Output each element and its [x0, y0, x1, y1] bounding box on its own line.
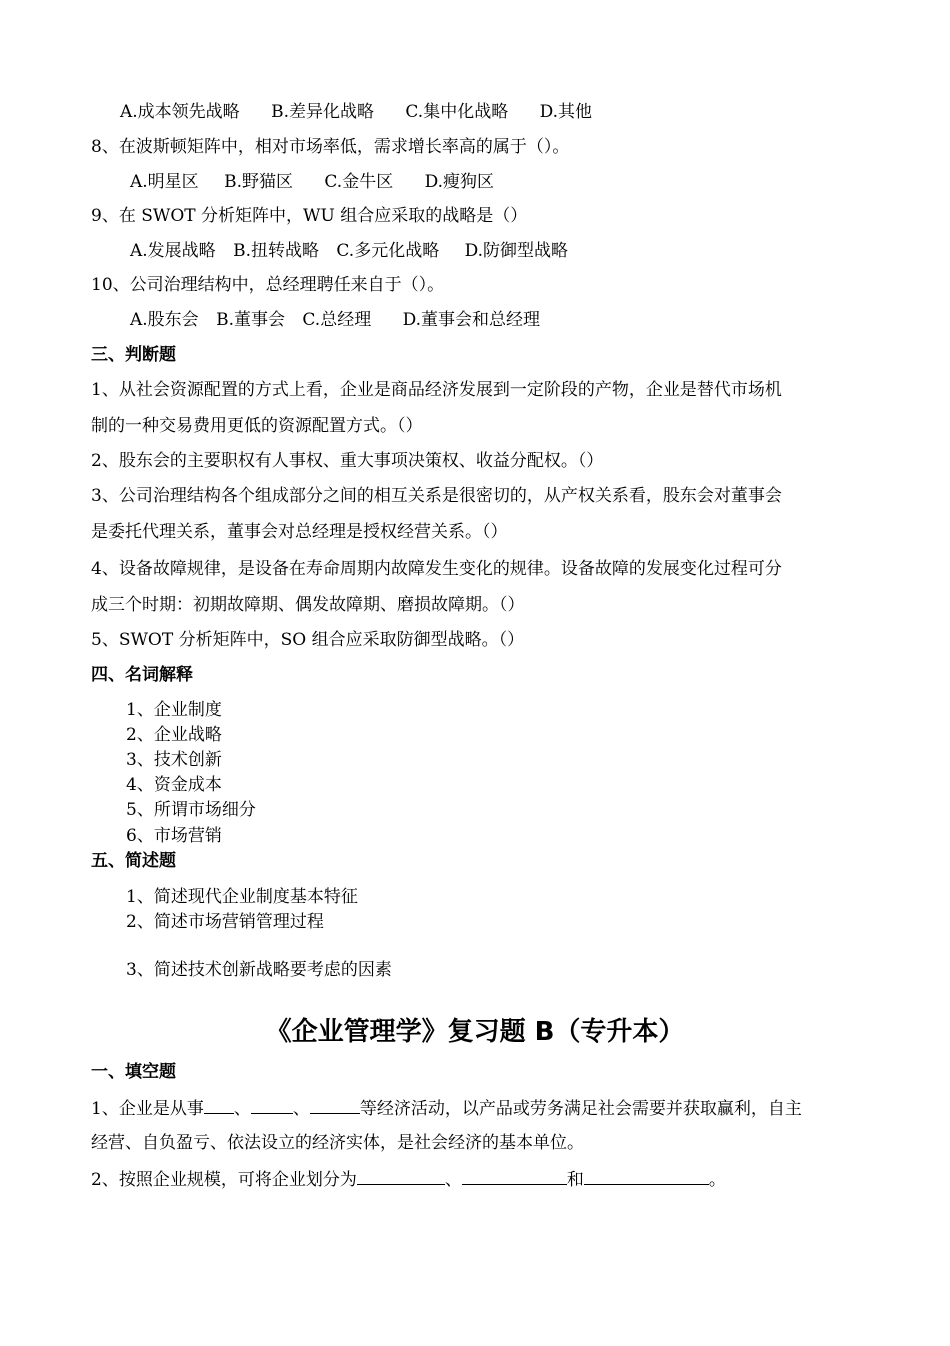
judge-q2: 2、股东会的主要职权有人事权、重大事项决策权、收益分配权。（） — [91, 451, 604, 471]
q10-text: 10、公司治理结构中，总经理聘任来自于（）。 — [91, 275, 445, 295]
option: B.差异化战略 — [271, 102, 374, 122]
short-item: 3、简述技术创新战略要考虑的因素 — [126, 960, 392, 980]
judge-q3-line2: 是委托代理关系，董事会对总经理是授权经营关系。（） — [91, 522, 508, 542]
option: B.董事会 — [216, 310, 285, 330]
judge-q5: 5、SWOT 分析矩阵中，SO 组合应采取防御型战略。（） — [91, 630, 525, 650]
judge-q1-line1: 1、从社会资源配置的方式上看，企业是商品经济发展到一定阶段的产物，企业是替代市场机 — [91, 380, 782, 400]
q8-options — [130, 170, 494, 194]
option: C.总经理 — [302, 310, 372, 330]
term-item: 6、市场营销 — [126, 826, 222, 846]
fill-text: 等经济活动，以产品或劳务满足社会需要并获取赢利，自主 — [359, 1099, 802, 1119]
term-item: 1、企业制度 — [126, 700, 222, 720]
section-heading-terms: 四、名词解释 — [91, 665, 193, 685]
answer-blank[interactable] — [584, 1166, 709, 1185]
q9-options — [130, 239, 568, 263]
fill-q2 — [91, 1166, 726, 1192]
fill-text: 2、按照企业规模，可将企业划分为 — [91, 1170, 357, 1190]
option: D.董事会和总经理 — [402, 310, 541, 330]
term-item: 2、企业战略 — [126, 725, 222, 745]
section-heading-fill: 一、填空题 — [91, 1062, 176, 1082]
separator: 、 — [292, 1099, 310, 1119]
fill-q1-line2: 经营、自负盈亏、依法设立的经济实体，是社会经济的基本单位。 — [91, 1133, 584, 1153]
separator: 、 — [444, 1170, 462, 1190]
term-item: 3、技术创新 — [126, 750, 222, 770]
fill-text: 1、企业是从事 — [91, 1099, 204, 1119]
option: A.明星区 — [130, 172, 199, 192]
judge-q4-line2: 成三个时期：初期故障期、偶发故障期、磨损故障期。（） — [91, 595, 525, 615]
answer-blank[interactable] — [310, 1095, 360, 1114]
q9-text: 9、在 SWOT 分析矩阵中，WU 组合应采取的战略是（） — [91, 206, 528, 226]
q7-options — [120, 100, 592, 124]
separator: 和 — [566, 1170, 584, 1190]
short-item: 1、简述现代企业制度基本特征 — [126, 887, 358, 907]
option: A.股东会 — [130, 310, 199, 330]
answer-blank[interactable] — [357, 1166, 445, 1185]
option: B.野猫区 — [224, 172, 293, 192]
answer-blank[interactable] — [251, 1095, 293, 1114]
term-item: 4、资金成本 — [126, 775, 222, 795]
q8-text: 8、在波斯顿矩阵中，相对市场率低，需求增长率高的属于（）。 — [91, 137, 570, 157]
option: C.多元化战略 — [336, 241, 440, 261]
section-heading-judge: 三、判断题 — [91, 345, 176, 365]
judge-q3-line1: 3、公司治理结构各个组成部分之间的相互关系是很密切的，从产权关系看，股东会对董事会 — [91, 486, 782, 506]
judge-q1-line2: 制的一种交易费用更低的资源配置方式。（） — [91, 416, 423, 436]
separator: 、 — [233, 1099, 251, 1119]
option: D.其他 — [539, 102, 593, 122]
fill-q1-line1 — [91, 1095, 802, 1121]
option: C.金牛区 — [324, 172, 394, 192]
separator: 。 — [708, 1170, 726, 1190]
option: A.发展战略 — [130, 241, 216, 261]
judge-q4-line1: 4、设备故障规律，是设备在寿命周期内故障发生变化的规律。设备故障的发展变化过程可分 — [91, 559, 782, 579]
section-heading-short: 五、简述题 — [91, 851, 176, 871]
option: D.瘦狗区 — [424, 172, 495, 192]
term-item: 5、所谓市场细分 — [126, 800, 256, 820]
option: B.扭转战略 — [233, 241, 319, 261]
answer-blank[interactable] — [204, 1095, 234, 1114]
q10-options — [130, 308, 540, 332]
option: D.防御型战略 — [464, 241, 569, 261]
option: C.集中化战略 — [405, 102, 509, 122]
page-title: 《企业管理学》复习题 B（专升本） — [265, 1017, 685, 1047]
short-item: 2、简述市场营销管理过程 — [126, 912, 324, 932]
answer-blank[interactable] — [462, 1166, 567, 1185]
option: A.成本领先战略 — [120, 102, 240, 122]
